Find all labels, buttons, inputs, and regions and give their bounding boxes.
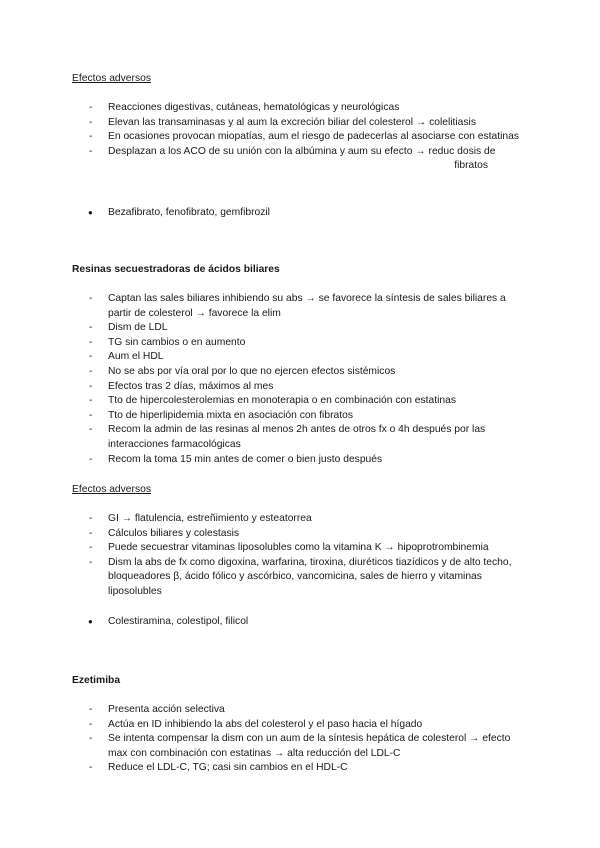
section-heading-ezetimiba: Ezetimiba xyxy=(72,675,121,686)
ezetimiba-list xyxy=(72,703,532,776)
list-item: - GI → flatulencia, estreñimiento y esteatorrea xyxy=(72,512,532,527)
section-heading-resinas: Resinas secuestradoras de ácidos biliares xyxy=(72,264,280,275)
list-item: - Aum el HDL xyxy=(72,350,532,365)
adverse-effects-list-2 xyxy=(72,512,532,600)
list-item: - Se intenta compensar la dism con un aum de la síntesis hepática de colesterol → efecto max con combinación con estatinas → alta reducción del LDL-C xyxy=(72,732,532,761)
list-item: - Recom la toma 15 min antes de comer o bien justo después xyxy=(72,453,532,468)
list-item: - Dism de LDL xyxy=(72,321,532,336)
list-item: - Elevan las transaminasas y al aum la excreción biliar del colesterol → colelitiasis xyxy=(72,116,532,131)
list-item: - Captan las sales biliares inhibiendo su abs → se favorece la síntesis de sales biliares a partir de colesterol → favorece la elim xyxy=(72,292,532,321)
section-heading-efectos-adversos-1: Efectos adversos xyxy=(72,73,151,84)
list-item: - Efectos tras 2 días, máximos al mes xyxy=(72,380,532,395)
fibrate-drugs-list xyxy=(72,206,532,221)
list-item: - Tto de hipercolesterolemias en monoterapia o en combinación con estatinas xyxy=(72,394,532,409)
drug-list-item: ● Colestiramina, colestipol, filicol xyxy=(72,615,532,630)
list-item: - Reduce el LDL-C, TG; casi sin cambios en el HDL-C xyxy=(72,761,532,776)
list-item-text: Desplazan a los ACO de su unión con la albúmina y aum su efecto → reduc dosis de xyxy=(108,145,496,157)
list-item: - Cálculos biliares y colestasis xyxy=(72,527,532,542)
list-item: - TG sin cambios o en aumento xyxy=(72,336,532,351)
list-item: - Puede secuestrar vitaminas liposolubles como la vitamina K → hipoprotrombinemia xyxy=(72,541,532,556)
resinas-list xyxy=(72,292,532,467)
resin-drugs-list xyxy=(72,615,532,630)
list-item: - Presenta acción selectiva xyxy=(72,703,532,718)
drug-list-item: ● Bezafibrato, fenofibrato, gemfibrozil xyxy=(72,206,532,221)
section-heading-efectos-adversos-2: Efectos adversos xyxy=(72,484,151,495)
list-item: - Actúa en ID inhibiendo la abs del colesterol y el paso hacia el hígado xyxy=(72,718,532,733)
list-item: - No se abs por vía oral por lo que no ejercen efectos sistémicos xyxy=(72,365,532,380)
adverse-effects-list-1 xyxy=(72,101,532,174)
list-item: - Reacciones digestivas, cutáneas, hematológicas y neurológicas xyxy=(72,101,532,116)
list-item: - En ocasiones provocan miopatías, aum el riesgo de padecerlas al asociarse con estatinas xyxy=(72,130,532,145)
list-item: - Recom la admin de las resinas al menos 2h antes de otros fx o 4h después por las interacciones farmacológicas xyxy=(72,423,532,452)
list-item: - Dism la abs de fx como digoxina, warfarina, tiroxina, diuréticos tiazídicos y de alto techo, bloqueadores β, ácido fólico y ascórbico, vancomicina, sales de hierro y vitaminas liposolubles xyxy=(72,556,532,600)
list-item: - Tto de hiperlipidemia mixta en asociación con fibratos xyxy=(72,409,532,424)
list-item xyxy=(72,145,532,174)
list-item-tail: fibratos xyxy=(454,160,488,172)
